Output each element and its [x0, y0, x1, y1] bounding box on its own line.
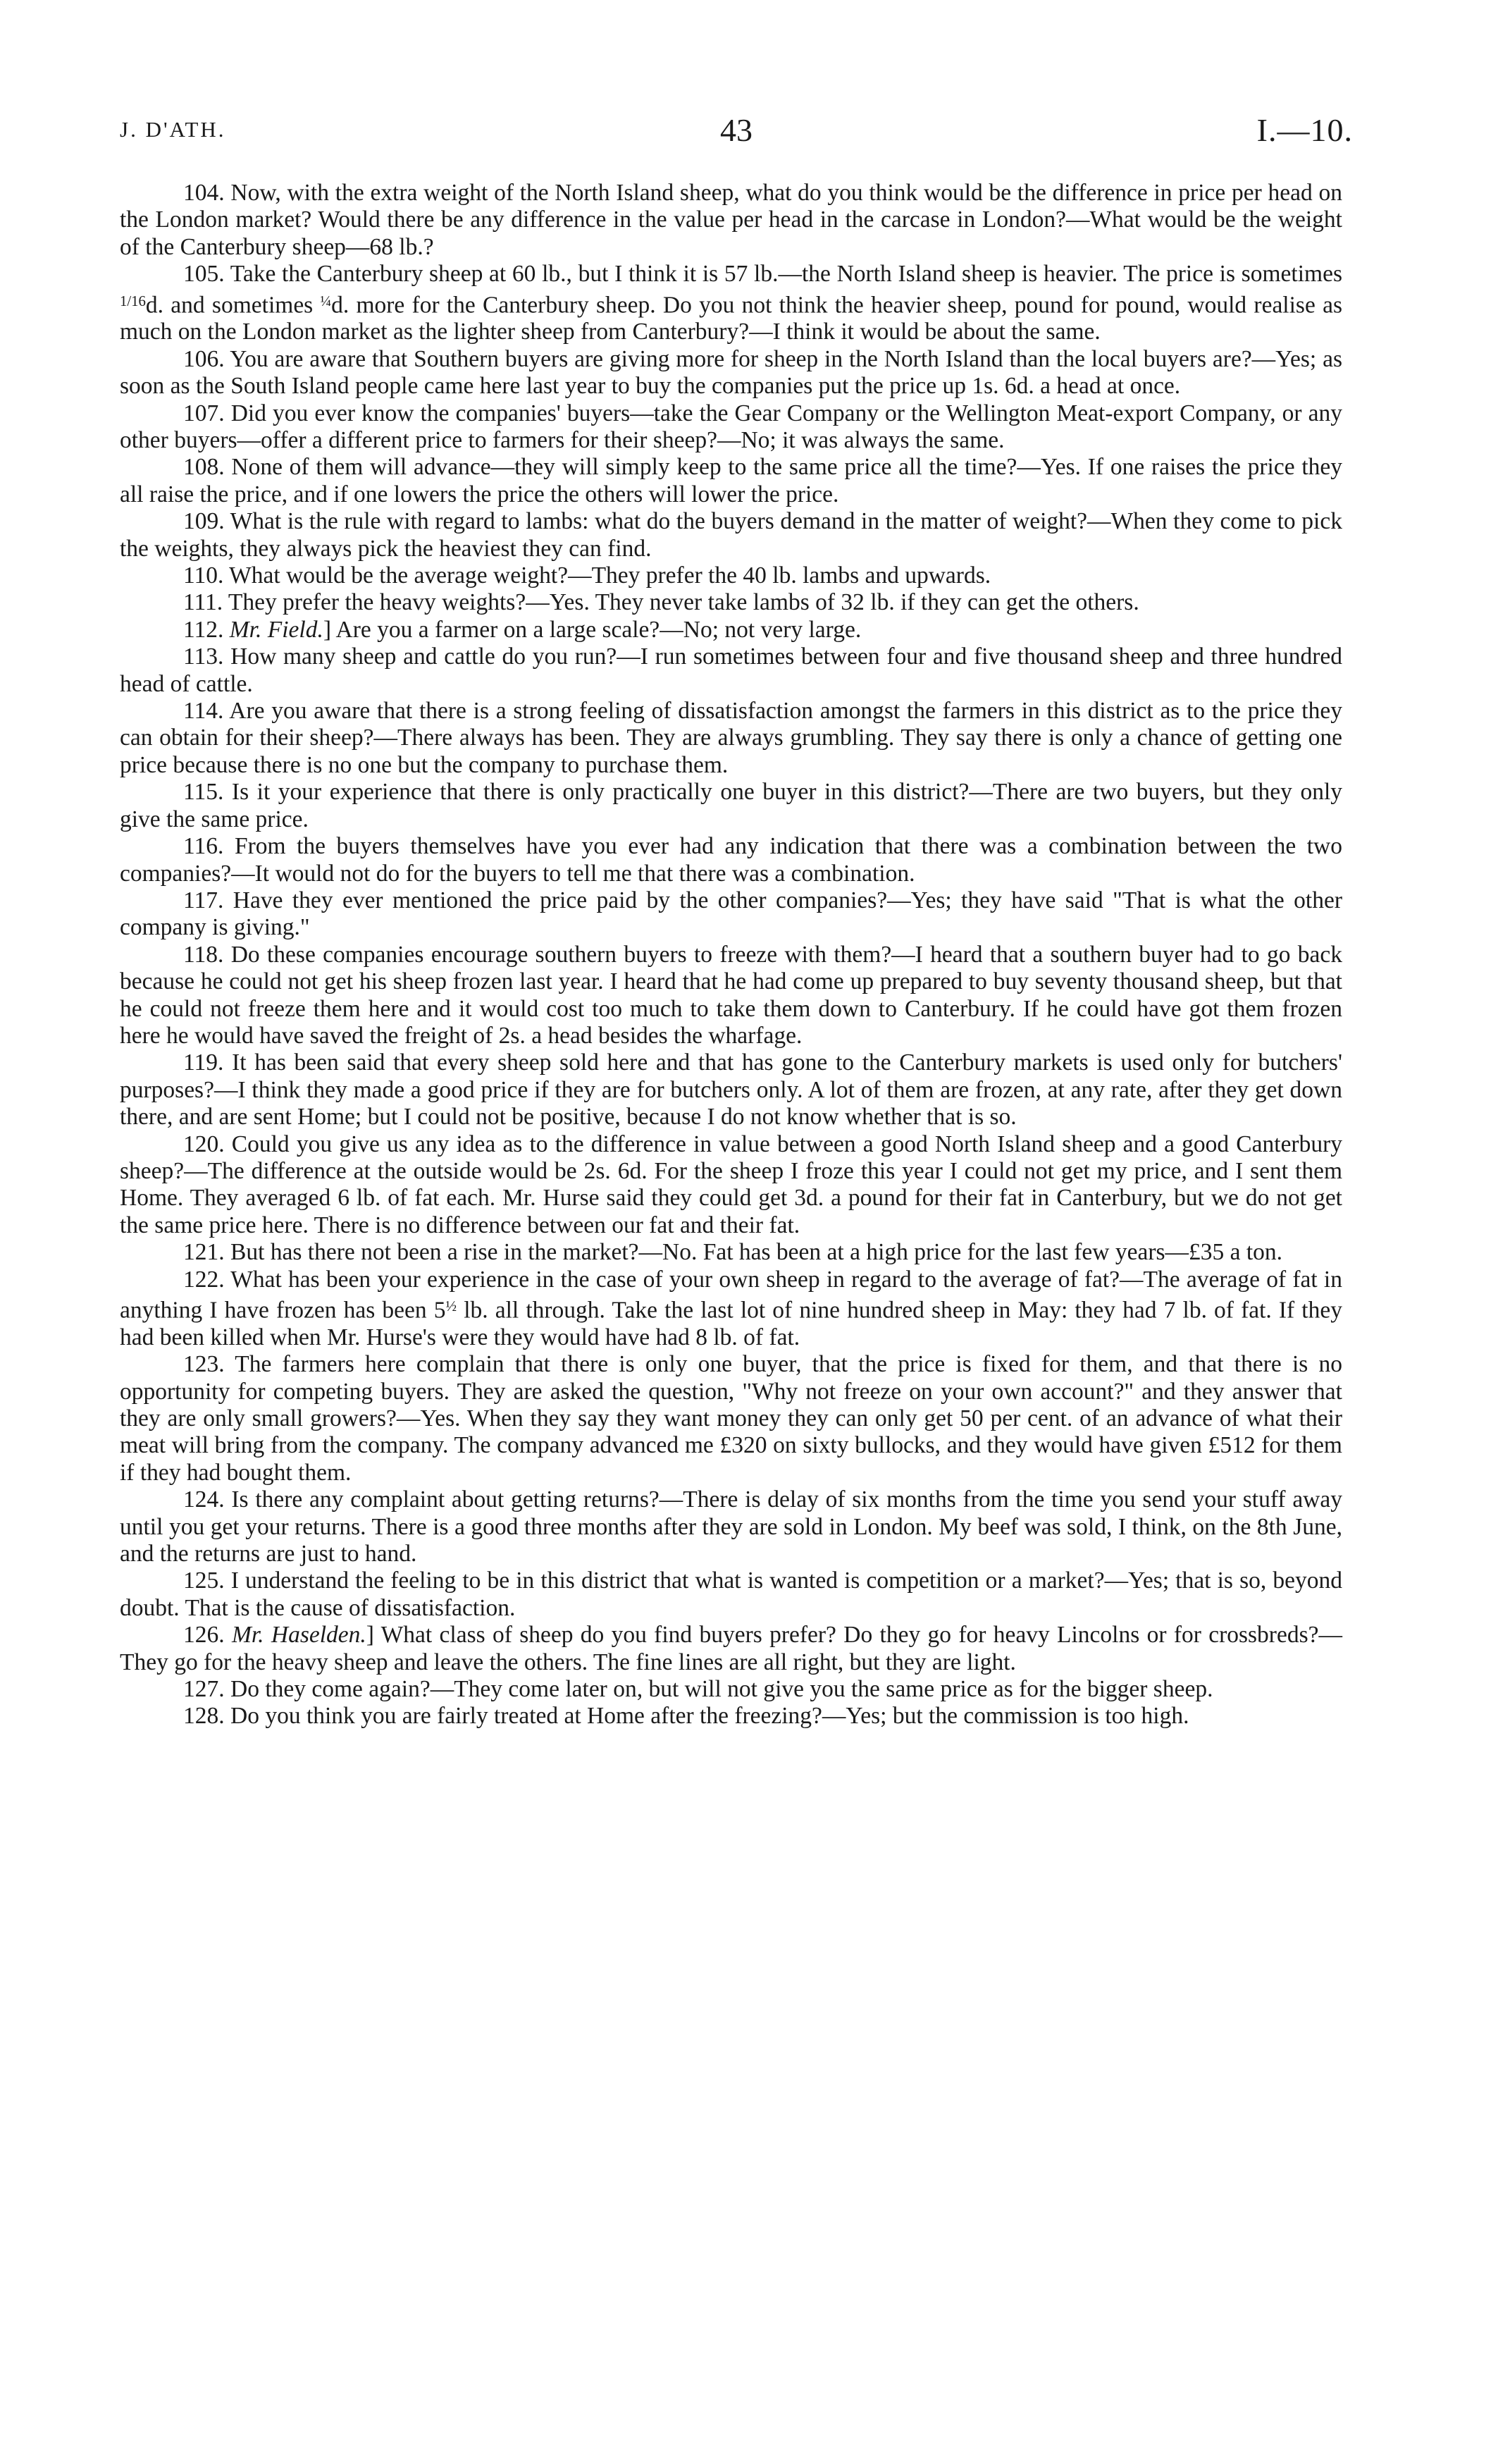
page-header — [120, 111, 1353, 154]
question-number: 108. — [183, 454, 225, 481]
question-text: Do you think you are fairly treated at Home after the freezing?—Yes; but the commission is too high. — [230, 1703, 1189, 1730]
examiner-name: Mr. Haselden. — [231, 1622, 366, 1649]
question-text: What would be the average weight?—They prefer the 40 lb. lambs and upwards. — [229, 562, 991, 589]
question-number: 110. — [183, 562, 224, 589]
question-paragraph — [120, 508, 1342, 562]
question-paragraph — [120, 1703, 1342, 1730]
question-paragraph — [120, 698, 1342, 779]
question-paragraph — [120, 887, 1342, 942]
question-text: How many sheep and cattle do you run?—I run sometimes between four and five thousand sheep and three hundred head of cattle. — [120, 643, 1343, 697]
question-number: 120. — [183, 1131, 225, 1157]
question-paragraph — [120, 562, 1342, 589]
evidence-body — [120, 180, 1342, 1730]
question-text: What is the rule with regard to lambs: what do the buyers demand in the matter of weight?—When they come to pick the weights, they always pick the heaviest they can find. — [120, 508, 1342, 562]
question-paragraph — [120, 1567, 1342, 1622]
question-text: They prefer the heavy weights?—Yes. They never take lambs of 32 lb. if they can get the others. — [228, 589, 1139, 616]
question-number: 119. — [183, 1049, 224, 1076]
question-paragraph — [120, 779, 1342, 833]
question-text: Are you a farmer on a large scale?—No; not very large. — [335, 616, 862, 643]
fraction: ¼ — [320, 292, 332, 309]
question-number: 122. — [183, 1266, 225, 1293]
question-text: From the buyers themselves have you ever had any indication that there was a combination between the two companies?—It would not do for the buyers to tell me that there was a combination. — [120, 833, 1342, 887]
page-number: 43 — [720, 112, 753, 148]
question-text: It has been said that every sheep sold here and that has gone to the Canterbury markets is used only for butchers' purposes?—I think they made a good price if they are for butchers only. A lot of them are frozen, at any rate, after they get down there, and are sent Home; but I could not be positive, because I do not know whether that is so. — [120, 1049, 1343, 1131]
question-number: 123. — [183, 1351, 225, 1378]
question-number: 116. — [183, 833, 224, 860]
question-paragraph — [120, 942, 1342, 1050]
question-text: Have they ever mentioned the price paid by the other companies?—Yes; they have said "That is what the other company is giving." — [120, 887, 1342, 941]
question-paragraph — [120, 1676, 1342, 1703]
question-paragraph — [120, 346, 1342, 400]
question-number: 126. — [183, 1622, 225, 1649]
question-number: 109. — [183, 508, 225, 535]
question-paragraph: 126. Mr. Haselden.] What class of sheep do you find buyers prefer? Do they go for heavy Lincolns or for crossbreds?—They go for the heavy sheep and leave the others. The fine lines are all right, but they are light. — [120, 1622, 1342, 1675]
question-text: Is there any complaint about getting returns?—There is delay of six months from the time you send your stuff away until you get your returns. There is a good three months after they are sold in London. My beef was sold, I think, on the 8th June, and the returns are just to hand. — [120, 1486, 1342, 1567]
question-paragraph — [120, 180, 1342, 261]
question-text: None of them will advance—they will simply keep to the same price all the time?—Yes. If one raises the price they all raise the price, and if one lowers the price the others will lower the price. — [120, 454, 1343, 507]
question-text: What class of sheep do you find buyers prefer? Do they go for heavy Lincolns or for crossbreds?—They go for the heavy sheep and leave the others. The fine lines are all right, but they are light. — [120, 1622, 1342, 1675]
paper-reference: I.—10. — [1256, 112, 1353, 148]
question-text: But has there not been a rise in the market?—No. Fat has been at a high price for the last few years—£35 a ton. — [230, 1239, 1283, 1266]
fraction: 1/16 — [120, 292, 146, 309]
question-number: 127. — [183, 1676, 225, 1703]
fraction: ½ — [445, 1298, 457, 1314]
question-text: d. more for the Canterbury sheep. Do you not think the heavier sheep, pound for pound, would realise as much on the London market as the lighter sheep from Canterbury?—I think it would be about the same. — [120, 291, 1342, 345]
question-paragraph — [120, 589, 1342, 616]
question-paragraph — [120, 1049, 1342, 1131]
question-number: 113. — [183, 643, 224, 670]
question-paragraph — [120, 833, 1342, 887]
question-number: 121. — [183, 1239, 225, 1266]
question-text: d. and sometimes — [145, 291, 321, 318]
question-text: Take the Canterbury sheep at 60 lb., but I think it is 57 lb.—the North Island sheep is heavier. The price is sometimes — [230, 261, 1342, 288]
question-number: 124. — [183, 1486, 225, 1513]
question-text: Are you aware that there is a strong feeling of dissatisfaction amongst the farmers in this district as to the price they can obtain for their sheep?—There always has been. They are always grumbling. They say there is only a chance of getting one price because there is no one but the company to purchase them. — [120, 698, 1342, 778]
question-number: 106. — [183, 345, 225, 372]
question-paragraph — [120, 1486, 1342, 1567]
question-paragraph — [120, 643, 1342, 698]
question-number: 111. — [183, 589, 223, 616]
witness-name: J. D'ATH. — [120, 117, 226, 142]
question-number: 104. — [183, 180, 225, 206]
question-text: Now, with the extra weight of the North Island sheep, what do you think would be the difference in price per head on the London market? Would there be any difference in the value per head in the carcase in London?—What would be the weight of the Canterbury sheep—68 lb.? — [120, 180, 1342, 260]
question-number: 114. — [183, 698, 224, 725]
question-text: Did you ever know the companies' buyers—take the Gear Company or the Wellington Meat-export Company, or any other buyers—offer a different price to farmers for their sheep?—No; it was always the same. — [120, 400, 1343, 453]
question-text: What has been your experience in the case of your own sheep in regard to the average of fat?—The average of fat in anything I have frozen has been 5 — [120, 1266, 1342, 1324]
question-paragraph — [120, 1131, 1342, 1240]
question-number: 105. — [183, 261, 225, 288]
question-number: 125. — [183, 1567, 225, 1594]
question-text: Do they come again?—They come later on, but will not give you the same price as for the bigger sheep. — [230, 1676, 1213, 1703]
question-number: 115. — [183, 779, 224, 806]
question-number: 117. — [183, 887, 224, 913]
question-number: 112. — [183, 616, 224, 643]
question-paragraph — [120, 261, 1342, 346]
question-paragraph: 112. Mr. Field.] Are you a farmer on a large scale?—No; not very large. — [183, 616, 862, 643]
question-number: 128. — [183, 1703, 225, 1730]
question-text: You are aware that Southern buyers are giving more for sheep in the North Island than the local buyers are?—Yes; as soon as the South Island people came here last year to buy the companies put the price up 1s. 6d. a head at once. — [120, 345, 1342, 400]
question-paragraph — [120, 1351, 1342, 1486]
question-paragraph — [120, 400, 1342, 455]
question-text: Could you give us any idea as to the difference in value between a good North Island sheep and a good Canterbury sheep?—The difference at the outside would be 2s. 6d. For the sheep I froze this year I could not get my price, and I sent them Home. They averaged 6 lb. of fat each. Mr. Hurse said they could get 3d. a pound for their fat in Canterbury, but we do not get the same price here. There is no difference between our fat and their fat. — [120, 1131, 1342, 1238]
question-text: I understand the feeling to be in this district that what is wanted is competition or a market?—Yes; that is so, beyond doubt. That is the cause of dissatisfaction. — [120, 1567, 1342, 1621]
question-number: 107. — [183, 400, 225, 426]
question-number: 118. — [183, 941, 224, 968]
question-text: Is it your experience that there is only practically one buyer in this district?—There are two buyers, but they only give the same price. — [120, 779, 1343, 832]
question-paragraph — [120, 454, 1342, 508]
question-paragraph — [120, 1239, 1342, 1266]
question-text: lb. all through. Take the last lot of nine hundred sheep in May: they had 7 lb. of fat. If they had been killed when Mr. Hurse's were they would have had 8 lb. of fat. — [120, 1297, 1342, 1350]
question-text: The farmers here complain that there is only one buyer, that the price is fixed for them, and that there is no opportunity for competing buyers. They are asked the question, "Why not freeze on your own account?" and they answer that they are only small growers?—Yes. When they say they want money they can only get 50 per cent. of an advance of what their meat will bring from the company. The company advanced me £320 on sixty bullocks, and they would have given £512 for them if they had bought them. — [120, 1351, 1342, 1486]
question-text: Do these companies encourage southern buyers to freeze with them?—I heard that a southern buyer had to go back because he could not get his sheep frozen last year. I heard that he had come up prepared to buy seventy thousand sheep, but that he could not freeze them here and it would cost too much to take them down to Canterbury. If he could have got them frozen here he would have saved the freight of 2s. a head besides the wharfage. — [120, 941, 1343, 1049]
question-paragraph — [120, 1267, 1342, 1352]
examiner-name: Mr. Field. — [229, 616, 323, 643]
